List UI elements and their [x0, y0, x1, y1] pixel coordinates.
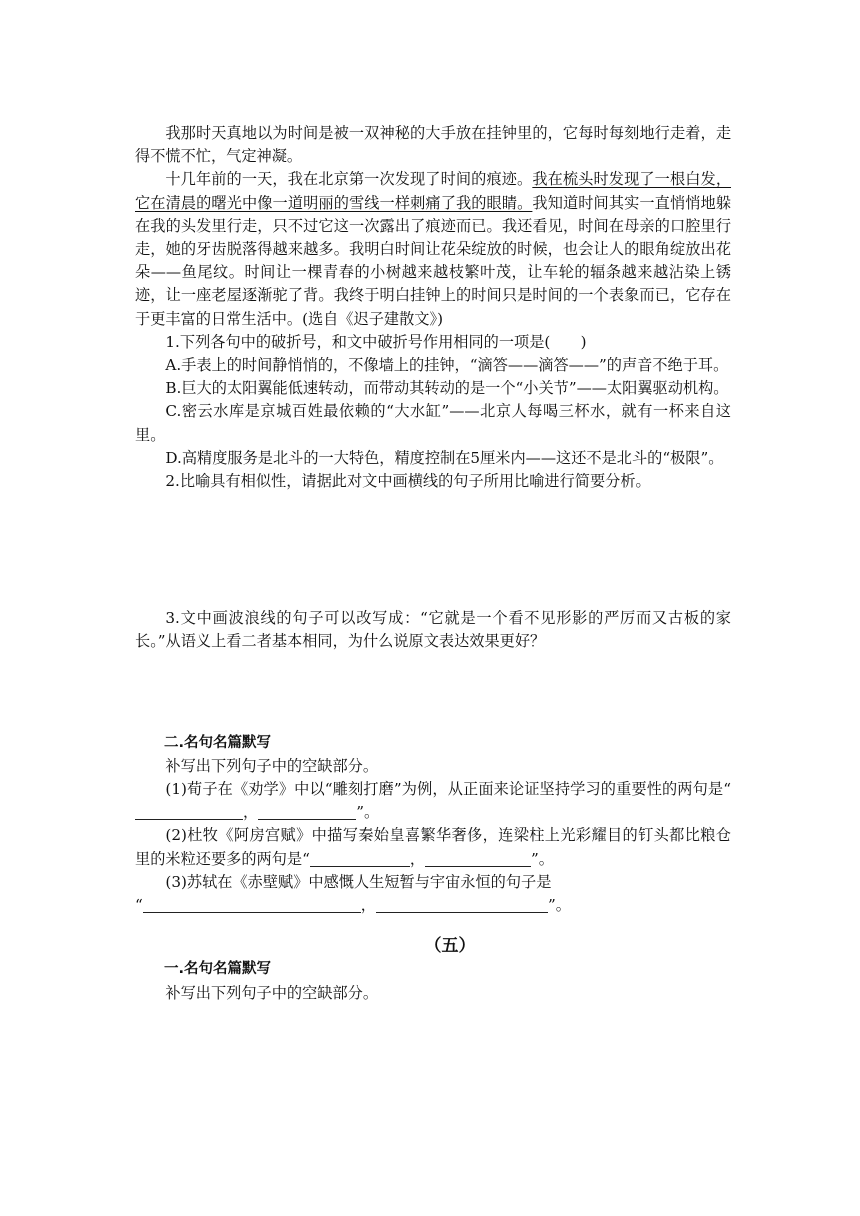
part-5-instruction: 补写出下列句子中的空缺部分。 — [165, 983, 379, 1002]
question-3: 3.文中画波浪线的句子可以改写成：“它就是一个看不见形影的严厉而又古板的家长。”从语义上看二者基本相同，为什么说原文表达效果更好？ — [135, 609, 731, 651]
passage-paragraph-2 — [135, 168, 731, 330]
passage-rest: 我知道时间其实一直悄悄地躲在我的头发里行走，只不过它这一次露出了痕迹而已。我还看见，时间在母亲的口腔里行走，她的牙齿脱落得越来越多。我明白时间让花朵绽放的时候，也会让人的眼角绽放出花朵——鱼尾纹。时间让一棵青春的小树越来越枝繁叶茂，让车轮的辐条越来越沾染上锈迹，让一座老屋逐渐驼了背。我终于明白挂钟上的时间只是时间的一个表象而已，它存在于更丰富的日常生活中。(选自《迟子建散文》) — [135, 193, 732, 328]
section-2-instruction: 补写出下列句子中的空缺部分。 — [165, 756, 379, 775]
passage-paragraph-1: 我那时天真地以为时间是被一双神秘的大手放在挂钟里的，它每时每刻地行走着，走得不慌不忙，气定神凝。 — [135, 124, 731, 166]
question-1-stem: 1.下列各句中的破折号，和文中破折号作用相同的一项是( ) — [165, 332, 587, 351]
blank-1a[interactable] — [135, 803, 243, 820]
fill-item-3: (3)苏轼在《赤壁赋》中感慨人生短暂与宇宙永恒的句子是 — [165, 872, 552, 891]
blank-1b[interactable] — [258, 803, 356, 820]
section-2-title: 二.名句名篇默写 — [164, 734, 272, 751]
section-spacer — [135, 917, 731, 935]
passage-intro-sentence: 十几年前的一天，我在北京第一次发现了时间的痕迹。 — [165, 170, 533, 189]
blank-2a[interactable] — [310, 850, 410, 867]
question-1-option-c: C.密云水库是京城百姓最依赖的“大水缸”——北京人每喝三杯水，就有一杯来自这里。 — [135, 402, 731, 444]
question-2: 2.比喻具有相似性，请据此对文中画横线的句子所用比喻进行简要分析。 — [165, 472, 651, 491]
fill-item-1: (1)荀子在《劝学》中以“雕刻打磨”为例，从正面来论证坚持学习的重要性的两句是“， ”。 — [135, 778, 731, 824]
answer-space-3 — [135, 654, 731, 732]
question-1-option-b: B.巨大的太阳翼能低速转动，而带动其转动的是一个“小关节”——太阳翼驱动机构。 — [165, 379, 729, 398]
underlined-sentence: 我在梳头时发现了一根白发，它在清晨的曙光中像一道明丽的雪线一样刺痛了我的眼睛。 — [135, 170, 732, 212]
part-5-section-title: 一.名句名篇默写 — [164, 961, 272, 978]
blank-2b[interactable] — [425, 850, 531, 867]
blank-3a[interactable] — [143, 896, 361, 913]
fill-item-3-blanks: “ ， ”。 — [135, 896, 571, 915]
document-page — [135, 122, 731, 1005]
fill-item-2: (2)杜牧《阿房宫赋》中描写秦始皇喜繁华奢侈，连梁柱上光彩耀目的钉头都比粮仓里的米粒还要多的两句是“ ， ”。 — [135, 826, 731, 868]
blank-3b[interactable] — [376, 896, 548, 913]
part-5-title: （五） — [424, 936, 476, 957]
question-1-option-d: D.高精度服务是北斗的一大特色，精度控制在5厘米内——这还不是北斗的“极限”。 — [165, 448, 724, 467]
question-1-option-a: A.手表上的时间静悄悄的，不像墙上的挂钟，“滴答——滴答——”的声音不绝于耳。 — [165, 356, 729, 375]
answer-space-2 — [135, 493, 731, 607]
